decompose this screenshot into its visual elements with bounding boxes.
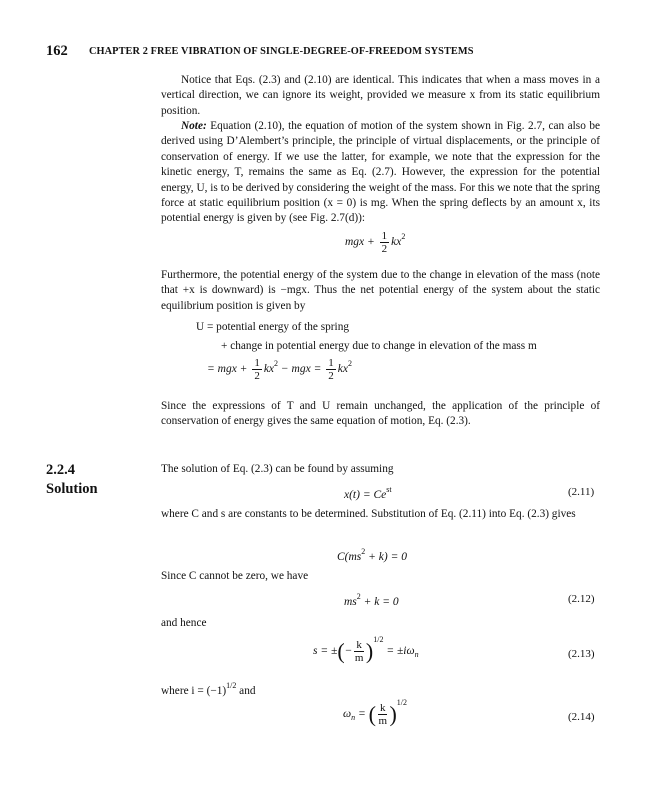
frac-den: 2 — [328, 370, 334, 382]
frac-den: m — [354, 651, 364, 664]
paragraph-c-nonzero: Since C cannot be zero, we have — [161, 570, 309, 582]
eq-term: mgx + — [345, 236, 375, 249]
exponent: st — [386, 485, 392, 494]
paragraph-and-hence: and hence — [161, 617, 207, 629]
note-label: Note: — [181, 120, 207, 132]
exponent: 2 — [401, 232, 406, 242]
equation-characteristic — [337, 547, 407, 563]
equation-2-11 — [344, 485, 600, 501]
frac-num: 1 — [254, 357, 260, 369]
section-title: Solution — [46, 481, 98, 497]
note-text: Equation (2.10), the equation of motion of the system shown in Fig. 2.7, can also be derived using D’Alembert’s principle, the principle of virtual displacements, or the principle of conservation of energy. If we use the latter, for example, we note that the expression for the kinetic energy, T, remains the same as Eq. (2.7). However, the expression for the potential energy, U, is to be derived by considering the weight of the mass. For this we note that the spring force at static equilibrium position (x = 0) is mg. When the spring deflects by an amount x, its potential energy is given by (see Fig. 2.7(d)): — [161, 120, 600, 225]
frac-num: k — [379, 701, 386, 714]
text: and — [236, 685, 256, 697]
paragraph-substitution: where C and s are constants to be determined. Substitution of Eq. (2.11) into Eq. (2.3) gives — [161, 508, 576, 520]
minus-sign: − — [344, 645, 353, 657]
paragraph-note — [161, 119, 600, 227]
equation-U-line3 — [207, 357, 352, 382]
exponent: 2 — [361, 547, 366, 556]
paragraph-where-i — [161, 678, 600, 699]
eq-term: + k) = 0 — [365, 551, 407, 563]
frac-num: 1 — [328, 357, 334, 369]
paragraph-solution-intro: The solution of Eq. (2.3) can be found by assuming — [161, 463, 394, 475]
frac-den: m — [378, 714, 387, 727]
equation-number-2-12: (2.12) — [568, 593, 595, 605]
paragraph-conservation: Since the expressions of T and U remain unchanged, the application of the principle of conservation of energy gives the same equation of motion, Eq. (2.3). — [161, 400, 600, 428]
frac-num: 1 — [381, 230, 388, 242]
eq-term: kx — [263, 363, 275, 376]
frac-num: k — [356, 638, 362, 651]
frac-den: 2 — [381, 243, 388, 255]
eq-term: kx — [337, 363, 348, 376]
page-number: 162 — [46, 43, 68, 59]
exponent: 1/2 — [226, 681, 237, 690]
eq-term: − mgx = — [278, 363, 322, 376]
exponent: 2 — [274, 359, 279, 369]
frac-den: 2 — [254, 370, 260, 382]
exponent: 2 — [347, 359, 352, 369]
eq-term: + k = 0 — [360, 596, 399, 608]
paren-open: ( — [337, 638, 345, 664]
eq-term: kx — [391, 236, 402, 249]
eq-term: = mgx + — [207, 363, 248, 376]
fraction-half — [380, 230, 390, 255]
eq-term: ω — [343, 708, 352, 720]
exponent: 1/2 — [373, 635, 384, 644]
paren-close: ) — [389, 701, 397, 727]
eq-term: x(t) = Ce — [344, 489, 387, 501]
equation-2-12 — [344, 592, 399, 608]
running-header — [46, 43, 606, 63]
section-heading — [46, 461, 98, 499]
fraction-half — [326, 357, 336, 382]
equation-number-2-11: (2.11) — [568, 486, 595, 498]
text: where i = (−1) — [161, 685, 227, 697]
equation-number-2-13: (2.13) — [568, 648, 595, 660]
fraction-half — [252, 357, 262, 382]
eq-term: s = ± — [313, 645, 338, 657]
fraction-k-over-m — [378, 702, 388, 727]
subscript: n — [414, 650, 419, 659]
subscript: n — [351, 713, 356, 722]
equation-number-2-14: (2.14) — [568, 711, 595, 723]
equation-U-line2: + change in potential energy due to change in elevation of the mass m — [221, 340, 537, 352]
paragraph-net-potential: Furthermore, the potential energy of the system due to the change in elevation of the mass (note that +x is downward) is −mgx. Thus the net potential energy of the system about the static equilibrium position is given by — [161, 269, 600, 312]
fraction-k-over-m — [354, 639, 364, 664]
eq-term: = — [355, 708, 366, 720]
exponent: 2 — [356, 592, 361, 601]
eq-term: = ±iω — [386, 645, 415, 657]
paren-close: ) — [365, 638, 374, 664]
equation-U-line1: U = potential energy of the spring — [196, 321, 349, 333]
eq-term: ms — [344, 596, 357, 608]
exponent: 1/2 — [396, 698, 408, 707]
equation-2-14 — [343, 698, 407, 727]
paren-open: ( — [368, 701, 376, 727]
section-number: 2.2.4 — [46, 462, 75, 478]
equation-2-13 — [313, 635, 419, 664]
chapter-title: CHAPTER 2 FREE VIBRATION OF SINGLE-DEGREE-OF-FREEDOM SYSTEMS — [89, 46, 474, 57]
paragraph-identical-equations: Notice that Eqs. (2.3) and (2.10) are identical. This indicates that when a mass moves in a vertical direction, we can ignore its weight, provided we measure x from its static equilibrium position. — [161, 74, 600, 117]
equation-spring-potential — [345, 230, 405, 255]
eq-term: C(ms — [337, 551, 362, 563]
